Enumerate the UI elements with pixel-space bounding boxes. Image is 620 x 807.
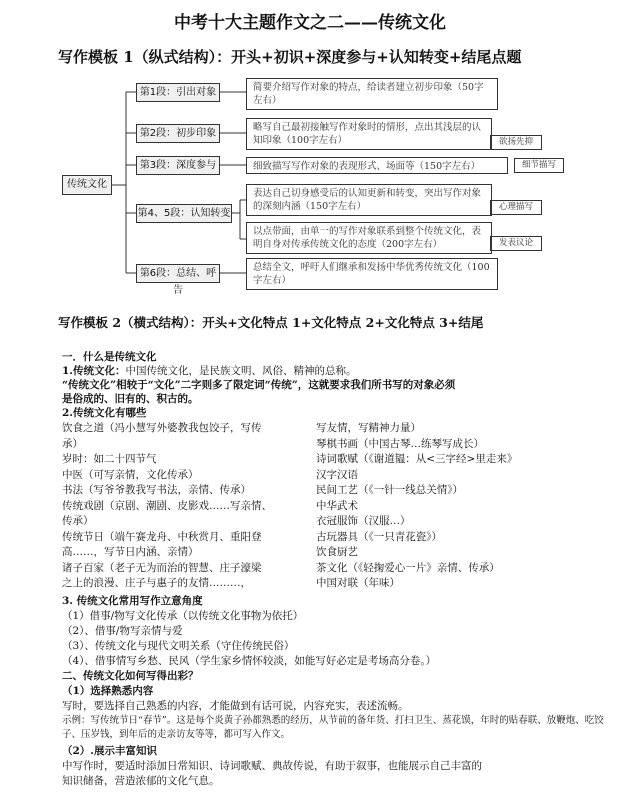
category-line: 中国对联（年味） [316, 577, 400, 589]
angle-item: （1）借事/物写文化传承（以传统文化事物为依托） [62, 610, 304, 622]
category-line: 中华武术 [316, 499, 358, 512]
page-title: 中考十大主题作文之二——传统文化 [174, 13, 446, 33]
structure-diagram [0, 0, 620, 300]
node-label-1: 第1段：引出对象 [136, 83, 220, 102]
template1-heading: 写作模板 1（纵式结构）：开头+初识+深度参与+认知转变+结尾点题 [58, 48, 522, 66]
category-line: 琴棋书画（中国古琴…练琴写成长） [316, 437, 484, 450]
node-label-6: 第6段：总结、呼告 [136, 264, 220, 283]
point1-text: 写时，要选择自己熟悉的内容，才能做到有话可说，内容充实，表述流畅。 [62, 700, 409, 712]
node-desc-6: 总结全文，呼吁人们继承和发扬中华优秀传统文化（100字左右） [246, 258, 498, 290]
node-tag-3: 细节描写 [514, 158, 564, 173]
category-line: 高……，写节日内涵、亲情） [62, 546, 199, 558]
definition-text: 中国传统文化，是民族文明、风俗、精神的总称。 [125, 365, 357, 377]
point2-heading: （2）.展示丰富知识 [62, 745, 157, 757]
category-line: 中医（可写亲情，文化传承） [62, 468, 199, 481]
node-desc-4: 表达自己切身感受后的认知更新和转变，突出写作对象的深刻内涵（150字左右） [246, 184, 492, 216]
node-desc-2: 略写自己最初接触写作对象时的情形，点出其浅层的认知印象（100字左右） [246, 118, 492, 150]
para-line-2: 是俗成的、旧有的、积古的。 [62, 393, 199, 405]
node-tag-5: 发表议论 [490, 236, 542, 251]
category-line: 茶文化（《轻掬爱心一片》亲情、传承） [316, 561, 500, 574]
category-line: 写友情，写精神力量） [316, 422, 421, 434]
category-line: 民间工艺（《一针一线总关情》） [316, 484, 463, 496]
point1-heading: （1）选择熟悉内容 [62, 685, 154, 697]
category-line: 汉字汉语 [316, 468, 358, 481]
para-line-1: “传统文化”相较于“文化”二字则多了限定词“传统”，这就要求我们所书写的对象必须 [62, 379, 456, 391]
category-line: 传统节日（端午赛龙舟、中秋赏月、重阳登 [62, 530, 262, 543]
template2-heading: 写作模板 2（横式结构）：开头+文化特点 1+文化特点 2+文化特点 3+结尾 [58, 315, 484, 330]
definition-line [62, 364, 356, 378]
category-line: 饮食厨艺 [316, 546, 358, 558]
angle-item: （4）、借事情写乡愁、民风（学生家乡情怀较淡，如能写好必定是考场高分卷。） [62, 655, 437, 667]
category-line: 岁时：如二十四节气 [62, 453, 157, 465]
category-line: 之上的浪漫、庄子与惠子的友情………， [62, 577, 251, 589]
section2-heading: 二、传统文化如何写得出彩？ [62, 670, 199, 682]
node-tag-2: 欲扬先抑 [490, 135, 542, 150]
category-line: 衣冠服饰（汉服…） [316, 515, 411, 527]
angle-item: （3）、传统文化与现代文明关系（守住传统民俗） [62, 640, 295, 652]
node-tag-4: 心理描写 [490, 200, 542, 215]
point2-line-1: 中写作时，要适时添加日常知识、诗词歌赋、典故传说，有助于叙事，也能展示自己丰富的 [62, 760, 482, 772]
category-line: 诗词歌赋（《谢道韫：从<三字经>里走来》 [316, 453, 518, 465]
category-line: 传承） [62, 515, 94, 527]
point2-line-2: 知识储备，营造浓郁的文化气息。 [62, 775, 220, 787]
category-line: 承） [62, 437, 83, 450]
node-label-4: 第4、5段：认知转变 [136, 204, 232, 223]
node-label-2: 第2段：初步印象 [136, 124, 220, 143]
example-text: 示例：写传统节日“春节”。这是每个炎黄子孙都熟悉的经历，从节前的备年货、打扫卫生、蒸花馍，年时的贴春联、放鞭炮、吃饺子、压岁钱，到年后的走亲访友等等，都可写入作文。 [62, 715, 604, 740]
subheading-2: 2.传统文化有哪些 [62, 407, 147, 419]
definition-label: 1.传统文化： [62, 365, 126, 377]
diagram-root: 传统文化 [62, 175, 112, 195]
node-desc-5: 以点带面，由单一的写作对象联系到整个传统文化，表明自身对传承传统文化的态度（200字左右） [246, 222, 492, 254]
section1-heading: 一．什么是传统文化 [62, 351, 157, 363]
node-desc-1: 简要介绍写作对象的特点，给读者建立初步印象（50字左右） [246, 78, 498, 110]
category-line: 诸子百家（老子无为而治的智慧、庄子濠梁 [62, 561, 262, 574]
angle-item: （2）、借事/物写亲情与爱 [62, 625, 183, 637]
node-label-3: 第3段：深度参与 [136, 156, 220, 175]
node-desc-3: 细致描写写作对象的表现形式、场面等（150字左右） [246, 157, 508, 174]
category-line: 古玩器具（《一只青花瓷》） [316, 530, 442, 543]
category-line: 传统戏剧（京剧、潮剧、皮影戏……写亲情、 [62, 499, 272, 512]
category-line: 书法（写爷爷教我写书法，亲情、传承） [62, 484, 251, 496]
category-line: 饮食之道（冯小慧写外婆教我包饺子，写传 [62, 422, 262, 434]
subheading-3: 3. 传统文化常用写作立意角度 [62, 595, 203, 607]
